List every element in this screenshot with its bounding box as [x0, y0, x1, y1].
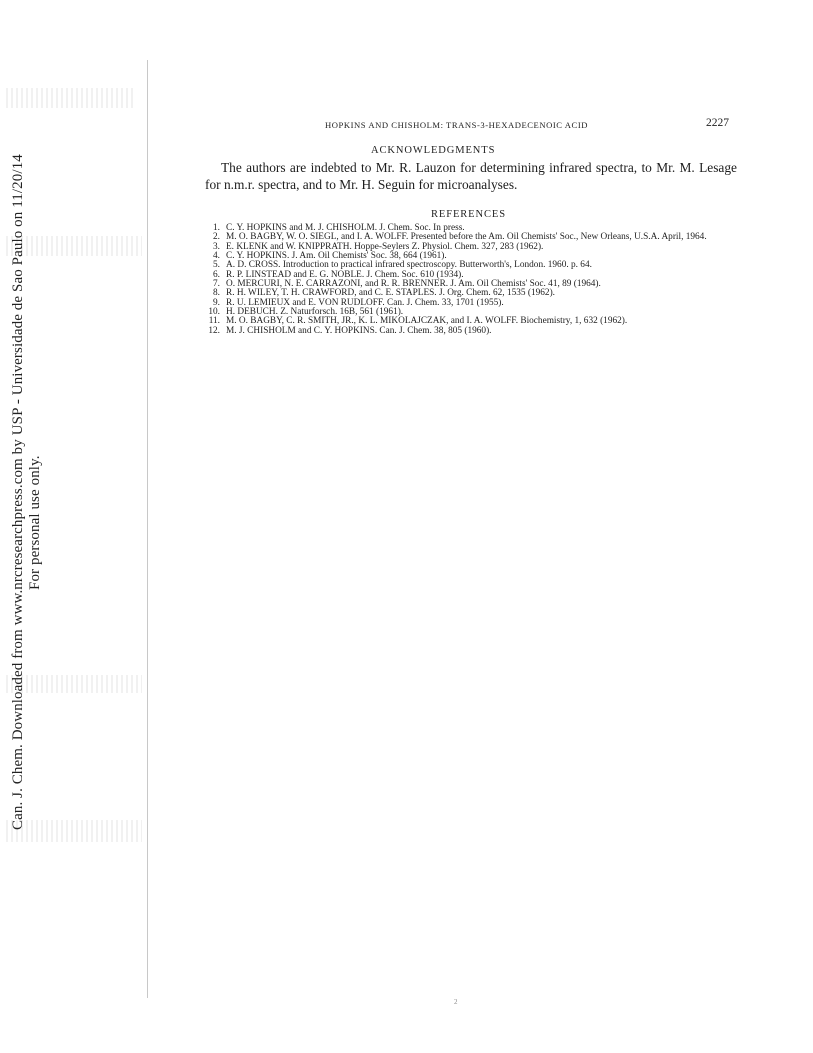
reference-number: 6. — [213, 269, 220, 280]
reference-text: M. O. BAGBY, W. O. SIEGL, and I. A. WOLFF. Presented before the Am. Oil Chemists' Soc., New Orleans, U.S.A. April, 1964. — [226, 232, 707, 243]
reference-text: C. Y. HOPKINS. J. Am. Oil Chemists' Soc. 38, 664 (1961). — [226, 251, 447, 262]
margin-rule — [147, 60, 148, 998]
download-notice: Can. J. Chem. Downloaded from www.nrcresearchpress.com by USP - Universidade de Sao Paulo on 11/20/14 — [10, 154, 26, 830]
acknowledgments-text: The authors are indebted to Mr. R. Lauzon for determining infrared spectra, to Mr. M. Lesage for n.m.r. spectra, and to Mr. H. Seguin for microanalyses. — [205, 160, 737, 192]
reference-number: 2. — [213, 232, 220, 243]
reference-text: R. H. WILEY, T. H. CRAWFORD, and C. E. STAPLES. J. Org. Chem. 62, 1535 (1962). — [226, 288, 555, 299]
footer-mark: 2 — [454, 998, 458, 1006]
reference-text: M. O. BAGBY, C. R. SMITH, JR., K. L. MIKOLAJCZAK, and I. A. WOLFF. Biochemistry, 1, 632 (1962). — [226, 316, 628, 327]
scan-noise-top — [6, 88, 136, 108]
reference-number: 10. — [208, 307, 220, 318]
reference-item — [204, 327, 739, 336]
reference-text: C. Y. HOPKINS and M. J. CHISHOLM. J. Chem. Soc. In press. — [226, 223, 465, 233]
reference-number: 12. — [208, 325, 220, 336]
running-head: HOPKINS AND CHISHOLM: TRANS-3-HEXADECENOIC ACID — [325, 120, 588, 130]
page-number: 2227 — [706, 117, 729, 129]
personal-use-notice: For personal use only. — [27, 455, 43, 590]
reference-text: R. P. LINSTEAD and E. G. NOBLE. J. Chem. Soc. 610 (1934). — [226, 269, 464, 280]
reference-number: 4. — [213, 251, 220, 262]
reference-text: E. KLENK and W. KNIPPRATH. Hoppe-Seylers Z. Physiol. Chem. 327, 283 (1962). — [226, 241, 544, 252]
reference-text: M. J. CHISHOLM and C. Y. HOPKINS. Can. J. Chem. 38, 805 (1960). — [226, 325, 492, 336]
reference-number: 8. — [213, 288, 220, 299]
references-heading: REFERENCES — [431, 209, 506, 220]
reference-number: 5. — [213, 260, 220, 271]
references-list — [204, 224, 739, 336]
reference-text: R. U. LEMIEUX and E. VON RUDLOFF. Can. J. Chem. 33, 1701 (1955). — [226, 297, 504, 308]
reference-text: O. MERCURI, N. E. CARRAZONI, and R. R. BRENNER. J. Am. Oil Chemists' Soc. 41, 89 (1964). — [226, 279, 601, 290]
reference-number: 1. — [213, 223, 220, 233]
acknowledgments-heading: ACKNOWLEDGMENTS — [371, 145, 496, 156]
reference-number: 3. — [213, 241, 220, 252]
reference-number: 7. — [213, 279, 220, 290]
reference-text: A. D. CROSS. Introduction to practical infrared spectroscopy. Butterworth's, London. 1960. p. 64. — [226, 260, 592, 271]
reference-number: 9. — [213, 297, 220, 308]
download-sidebar — [6, 154, 43, 830]
reference-number: 11. — [208, 316, 220, 327]
reference-text: H. DEBUCH. Z. Naturforsch. 16B, 561 (1961). — [226, 307, 404, 318]
